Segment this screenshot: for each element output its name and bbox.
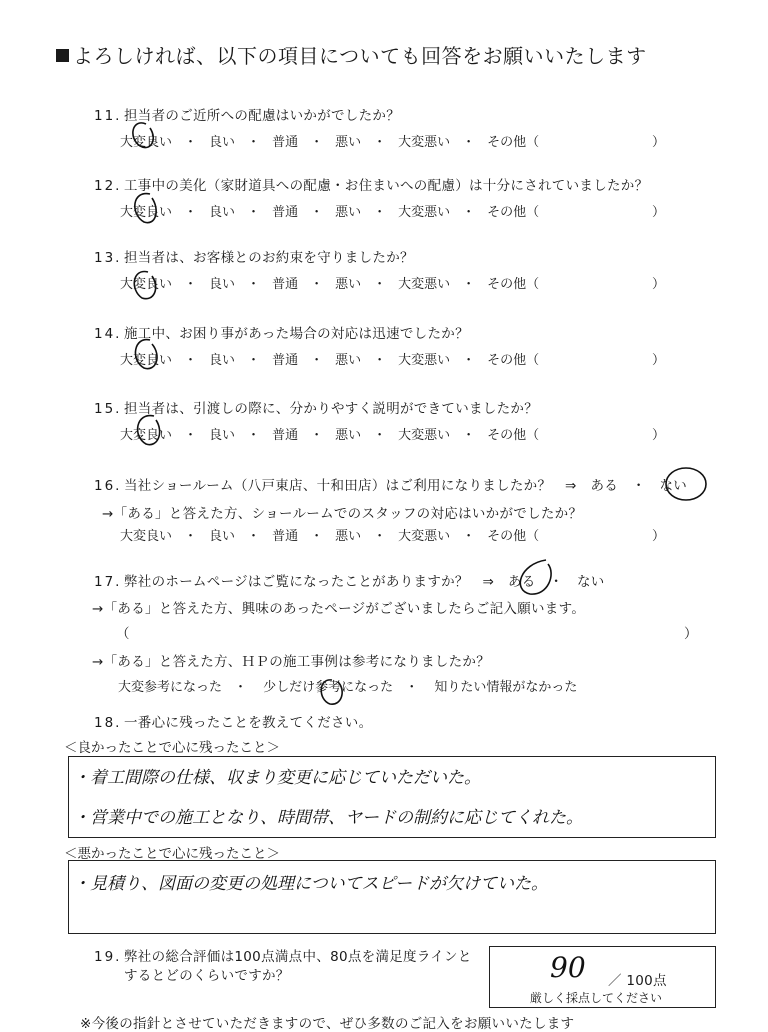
option-not-helpful: 知りたい情報がなかった <box>434 680 578 695</box>
paren-close: ） <box>652 135 666 150</box>
option-5: その他（ <box>487 529 540 544</box>
question-12-options[interactable]: 大変良い ・ 良い ・ 普通 ・ 悪い ・ 大変悪い ・ その他（ ） <box>120 201 660 220</box>
option-0: 大変良い <box>120 135 173 150</box>
question-17-sub2: →「ある」と答えた方、ＨＰの施工事例は参考になりましたか？ <box>92 654 491 670</box>
option-1: 良い <box>209 353 236 368</box>
option-5: その他（ <box>487 353 540 368</box>
option-3: 悪い <box>335 428 362 443</box>
option-1: 良い <box>209 428 236 443</box>
option-2: 普通 <box>272 277 299 292</box>
score-suffix: ／ 100点 <box>608 973 667 989</box>
option-4: 大変悪い <box>398 205 451 220</box>
question-14-options[interactable]: 大変良い ・ 良い ・ 普通 ・ 悪い ・ 大変悪い ・ その他（ ） <box>120 349 660 368</box>
question-17-sub1: →「ある」と答えた方、興味のあったページがございましたらご記入願います。 <box>92 601 586 617</box>
paren-open: （ <box>116 626 130 642</box>
question-15-options[interactable]: 大変良い ・ 良い ・ 普通 ・ 悪い ・ 大変悪い ・ その他（ ） <box>120 424 660 443</box>
score-value: 90 <box>550 951 586 984</box>
paren-close: ） <box>652 428 666 443</box>
question-11-options[interactable]: 大変良い ・ 良い ・ 普通 ・ 悪い ・ 大変悪い ・ その他（ ） <box>120 131 660 150</box>
good-line-2: ・営業中での施工となり、時間帯、ヤードの制約に応じてくれた。 <box>73 808 583 828</box>
option-1: 良い <box>209 205 236 220</box>
circle-mark-q12 <box>135 194 156 223</box>
option-3: 悪い <box>335 529 362 544</box>
bad-label: ＜悪かったことで心に残ったこと＞ <box>64 846 280 862</box>
question-11: 11. 担当者のご近所への配慮はいかがでしたか？ <box>94 108 400 124</box>
circle-mark-q13 <box>134 272 155 299</box>
option-2: 普通 <box>272 205 299 220</box>
option-3: 悪い <box>335 205 362 220</box>
question-13-options[interactable]: 大変良い ・ 良い ・ 普通 ・ 悪い ・ 大変悪い ・ その他（ ） <box>120 273 660 292</box>
good-label: ＜良かったことで心に残ったこと＞ <box>64 740 280 756</box>
question-16-options[interactable]: 大変良い ・ 良い ・ 普通 ・ 悪い ・ 大変悪い ・ その他（ ） <box>120 525 660 544</box>
option-4: 大変悪い <box>398 277 451 292</box>
option-4: 大変悪い <box>398 428 451 443</box>
option-2: 普通 <box>272 529 299 544</box>
question-12: 12. 工事中の美化（家財道具への配慮・お住まいへの配慮）は十分にされていましたか？ <box>94 178 649 194</box>
question-19: 19. 弊社の総合評価は100点満点中、80点を満足度ラインと <box>94 949 472 965</box>
option-2: 普通 <box>272 428 299 443</box>
page-heading: よろしければ、以下の項目についても回答をお願いいたします <box>56 40 647 69</box>
option-2: 普通 <box>272 135 299 150</box>
option-0: 大変良い <box>120 529 173 544</box>
option-2: 普通 <box>272 353 299 368</box>
option-5: その他（ <box>487 277 540 292</box>
circle-mark-q17-option <box>321 680 342 704</box>
option-3: 悪い <box>335 277 362 292</box>
option-5: その他（ <box>487 135 540 150</box>
question-14: 14. 施工中、お困り事があった場合の対応は迅速でしたか？ <box>94 326 469 342</box>
option-1: 良い <box>209 529 236 544</box>
question-17: 17. 弊社のホームページはご覧になったことがありますか？ ⇒ ある ・ ない <box>94 574 605 590</box>
bad-line-1: ・見積り、図面の変更の処理についてスピードが欠けていた。 <box>73 874 548 894</box>
option-5: その他（ <box>487 205 540 220</box>
question-16-sub: →「ある」と答えた方、ショールームでのスタッフの対応はいかがでしたか？ <box>102 506 583 522</box>
option-3: 悪い <box>335 353 362 368</box>
option-4: 大変悪い <box>398 135 451 150</box>
circle-mark-q14 <box>135 340 157 369</box>
circle-mark-q15 <box>138 416 160 445</box>
paren-close: ） <box>652 277 666 292</box>
question-16: 16. 当社ショールーム（八戸東店、十和田店）はご利用になりましたか？ ⇒ ある ・ ない <box>94 478 688 494</box>
option-very-helpful: 大変参考になった <box>118 680 223 695</box>
option-slightly-helpful: 少しだけ参考になった <box>263 680 394 695</box>
question-18: 18. 一番心に残ったことを教えてください。 <box>94 715 373 731</box>
question-17-options[interactable]: 大変参考になった ・ 少しだけ参考になった ・ 知りたい情報がなかった <box>118 680 578 695</box>
paren-close: ） <box>684 626 698 642</box>
question-15: 15. 担当者は、引渡しの際に、分かりやすく説明ができていましたか？ <box>94 401 538 417</box>
option-1: 良い <box>209 277 236 292</box>
option-0: 大変良い <box>120 353 173 368</box>
option-0: 大変良い <box>120 277 173 292</box>
question-13: 13. 担当者は、お客様とのお約束を守りましたか？ <box>94 250 414 266</box>
option-0: 大変良い <box>120 428 173 443</box>
circle-mark-q17-aru <box>520 560 551 594</box>
option-4: 大変悪い <box>398 529 451 544</box>
option-3: 悪い <box>335 135 362 150</box>
good-line-1: ・着工間際の仕様、収まり変更に応じていただいた。 <box>73 768 481 788</box>
option-4: 大変悪い <box>398 353 451 368</box>
question-19-line2: するとどのくらいですか？ <box>124 968 290 984</box>
option-5: その他（ <box>487 428 540 443</box>
score-note: 厳しく採点してください <box>530 991 663 1005</box>
option-0: 大変良い <box>120 205 173 220</box>
option-1: 良い <box>209 135 236 150</box>
circle-mark-q11 <box>133 123 153 148</box>
footer-note: ※今後の指針とさせていただきますので、ぜひ多数のご記入をお願いいたします <box>80 1016 575 1032</box>
paren-close: ） <box>652 353 666 368</box>
paren-close: ） <box>652 205 666 220</box>
paren-close: ） <box>652 529 666 544</box>
circle-mark-q16-nai <box>666 468 706 500</box>
